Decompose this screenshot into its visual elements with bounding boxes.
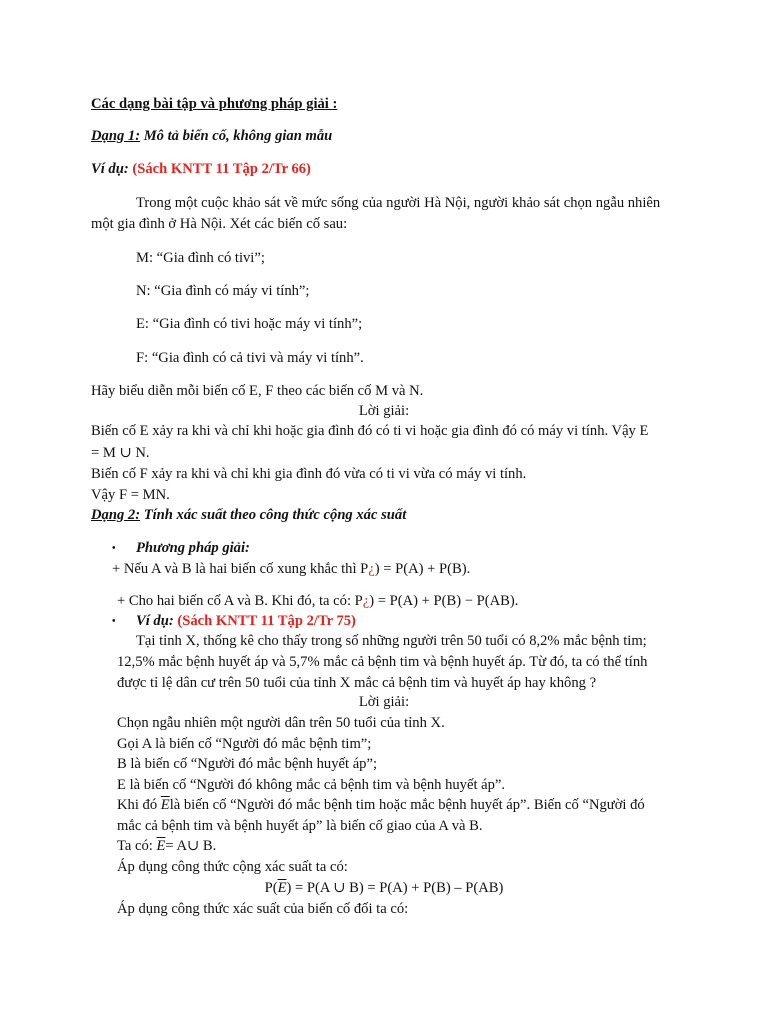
solution-2-line-8: Áp dụng công thức cộng xác suất ta có: bbox=[117, 859, 348, 875]
example-1-label: Ví dụ: bbox=[91, 161, 129, 177]
section-1-heading bbox=[91, 127, 332, 145]
solution-2-line-4: E là biến cố “Người đó không mắc cả bệnh tim và bệnh huyết áp”. bbox=[117, 777, 506, 793]
example-2-heading bbox=[136, 612, 356, 630]
solution-2-line-7: Ta có: $\overline{E}=$ A∪ B. bbox=[117, 838, 217, 854]
invalid-glyph: ¿ bbox=[362, 593, 370, 609]
solution-2-line-3: B là biến cố “Người đó mắc bệnh huyết áp”; bbox=[117, 756, 377, 772]
method-rule-2: + Cho hai biến cố A và B. Khi đó, ta có: P¿) = P(A) + P(B) − P(AB). bbox=[117, 593, 519, 609]
formula-line: $P(\overline{E}) = P(A$ ∪ B) = P(A) + P(B) – P(AB) bbox=[264, 880, 504, 896]
bullet-icon: • bbox=[112, 543, 116, 554]
solution-1-line-3: Biến cố F xảy ra khi và chỉ khi gia đình đó vừa có ti vi vừa có máy vi tính. bbox=[91, 466, 527, 482]
section-2-heading bbox=[91, 506, 406, 524]
example-1-heading bbox=[91, 160, 311, 178]
problem-1-line-1: Trong một cuộc khảo sát về mức sống của người Hà Nội, người khảo sát chọn ngẫu nhiên bbox=[136, 195, 661, 211]
problem-2-line-3: được tỉ lệ dân cư trên 50 tuổi của tỉnh X mắc cả bệnh tim và huyết áp hay không ? bbox=[117, 675, 597, 691]
e-complement-symbol: $\overline{E}$ bbox=[156, 838, 166, 854]
solution-1-label: Lời giải: bbox=[358, 403, 410, 419]
event-n: N: “Gia đình có máy vi tính”; bbox=[136, 283, 310, 299]
example-2-label: Ví dụ: bbox=[136, 613, 174, 629]
solution-1-line-1: Biến cố E xảy ra khi và chỉ khi hoặc gia đình đó có ti vi hoặc gia đình đó có máy vi tính. Vậy E bbox=[91, 423, 649, 439]
section-1-label: Dạng 1: bbox=[91, 128, 141, 144]
section-2-title: Tính xác suất theo công thức cộng xác suất bbox=[140, 507, 407, 523]
section-2-label: Dạng 2: bbox=[91, 507, 141, 523]
bullet-icon: • bbox=[112, 616, 116, 627]
example-2-source: (Sách KNTT 11 Tập 2/Tr 75) bbox=[173, 613, 356, 629]
method-label: Phương pháp giải: bbox=[136, 540, 250, 556]
event-f: F: “Gia đình có cả tivi và máy vi tính”. bbox=[136, 350, 364, 366]
example-1-source: (Sách KNTT 11 Tập 2/Tr 66) bbox=[128, 161, 311, 177]
event-m: M: “Gia đình có tivi”; bbox=[136, 250, 265, 266]
problem-1-line-2: một gia đình ở Hà Nội. Xét các biến cố sau: bbox=[91, 216, 348, 232]
method-rule-1: + Nếu A và B là hai biến cố xung khắc thì P¿) = P(A) + P(B). bbox=[112, 561, 471, 577]
section-1-title: Mô tả biến cố, không gian mẫu bbox=[140, 128, 333, 144]
e-complement-symbol: $\overline{E}$ bbox=[277, 880, 287, 896]
problem-1-question: Hãy biểu diễn mỗi biến cố E, F theo các biến cố M và N. bbox=[91, 383, 424, 399]
solution-2-line-5: Khi đó $\overline{E}là$ biến cố “Người đó mắc bệnh tim hoặc mắc bệnh huyết áp”. Biến cố “Người đó bbox=[117, 797, 645, 813]
solution-2-line-9: Áp dụng công thức xác suất của biến cố đối ta có: bbox=[117, 901, 409, 917]
e-complement-symbol: $\overline{E}$ bbox=[160, 797, 170, 813]
event-e: E: “Gia đình có tivi hoặc máy vi tính”; bbox=[136, 316, 363, 332]
solution-1-line-2: = M ∪ N. bbox=[91, 445, 150, 461]
solution-2-line-2: Gọi A là biến cố “Người đó mắc bệnh tim”; bbox=[117, 736, 372, 752]
page-heading: Các dạng bài tập và phương pháp giải : bbox=[91, 96, 338, 112]
solution-2-label: Lời giải: bbox=[358, 694, 410, 710]
invalid-glyph: ¿ bbox=[368, 561, 375, 577]
problem-2-line-1: Tại tỉnh X, thống kê cho thấy trong số những người trên 50 tuổi có 8,2% mắc bệnh tim; bbox=[136, 633, 647, 649]
solution-2-line-6: mắc cả bệnh tim và bệnh huyết áp” là biến cố giao của A và B. bbox=[117, 818, 483, 834]
solution-2-line-1: Chọn ngẫu nhiên một người dân trên 50 tuổi của tỉnh X. bbox=[117, 715, 445, 731]
problem-2-line-2: 12,5% mắc bệnh huyết áp và 5,7% mắc cả bệnh tim và bệnh huyết áp. Từ đó, ta có thể tính bbox=[117, 654, 648, 670]
solution-1-line-4: Vậy F = MN. bbox=[91, 487, 170, 503]
